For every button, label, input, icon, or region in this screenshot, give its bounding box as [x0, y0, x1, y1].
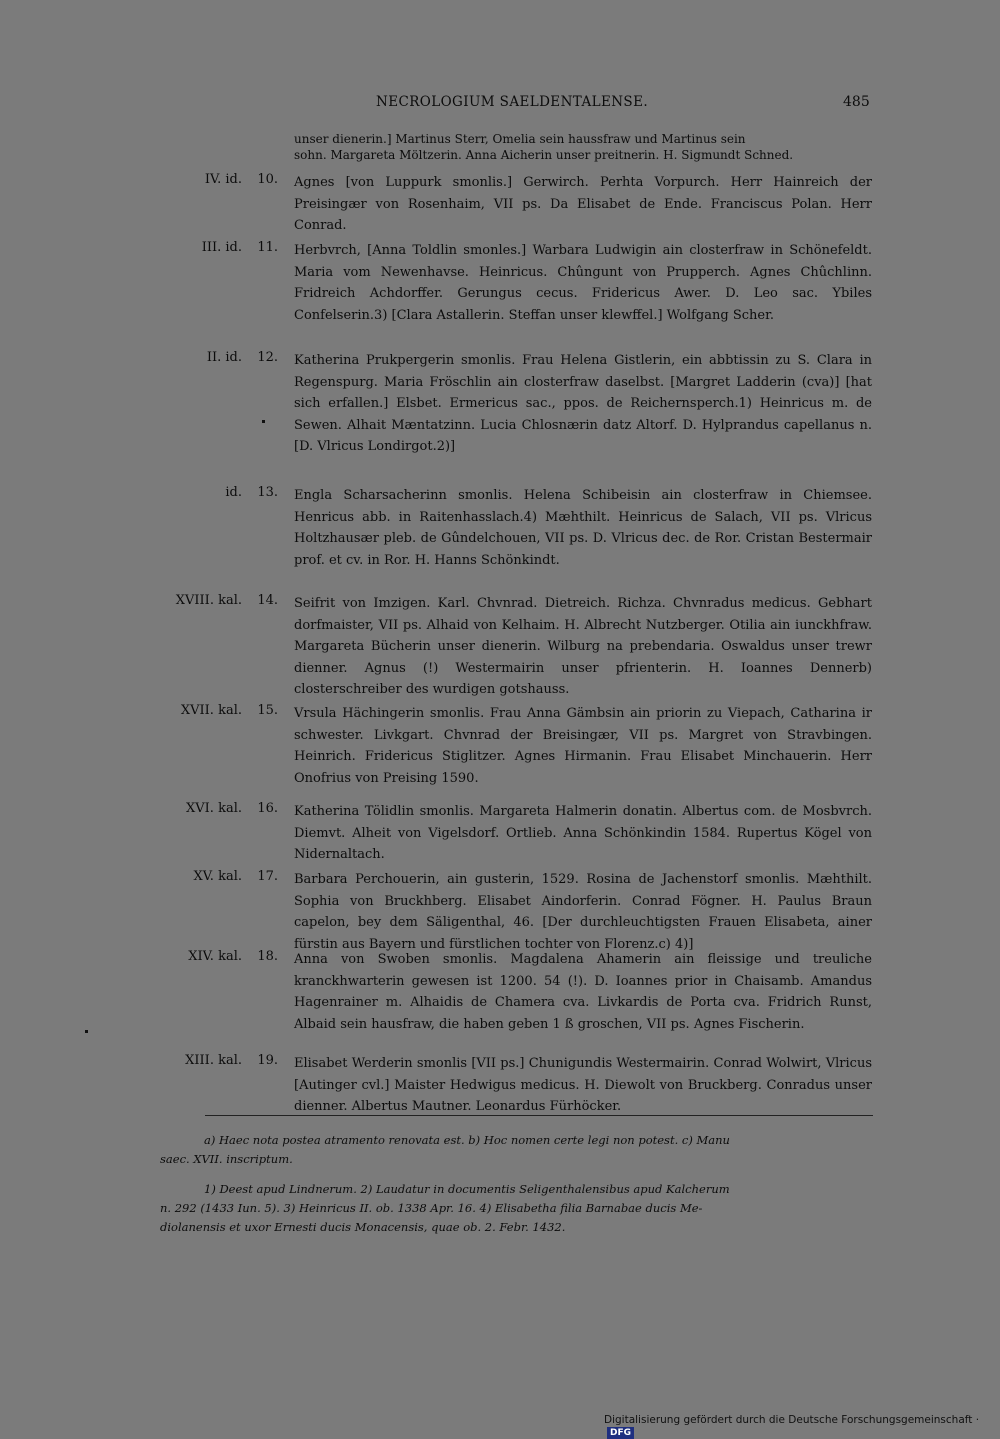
footnote-letters-cont	[160, 1150, 872, 1169]
running-head-title: NECROLOGIUM SAELDENTALENSE.	[376, 94, 649, 110]
entry-text: Barbara Perchouerin, ain gusterin, 1529. Rosina de Jachenstorf smonlis. Mæhthilt. Sophia von Bruckhberg. Elisabet Aindorferin. Conrad Fögner. H. Paulus Braun capelon, bey dem Säligenthal, 46. [Der durchleuchtigsten Frauen Elisabeta, ainer fürstin aus Bayern und fürstlichen tochter von Florenz.c) 4)]	[294, 872, 872, 952]
page-number: 485	[843, 94, 870, 110]
footnote-numbers-line-1: 1) Deest apud Lindnerum. 2) Laudatur in documentis Seligenthalensibus apud Kalcherum	[204, 1182, 730, 1196]
entry-day: 14.	[257, 593, 278, 608]
entry-day-12	[160, 350, 872, 485]
entry-date: XIV. kal.	[188, 949, 242, 964]
continuation-line-2: sohn. Margareta Möltzerin. Anna Aicherin unser preitnerin. H. Sigmundt Schned.	[294, 148, 794, 162]
entry-day: 12.	[257, 350, 278, 365]
footnote-letters-line-1: a) Haec nota postea atramento renovata est. b) Hoc nomen certe legi non potest. c) Manu	[204, 1133, 730, 1147]
dfg-logo: DFG	[607, 1427, 634, 1439]
footnote-letters-line-2: saec. XVII. inscriptum.	[160, 1152, 293, 1166]
footer-text: Digitalisierung gefördert durch die Deutsche Forschungsgemeinschaft ·	[604, 1414, 980, 1426]
entry-day: 10.	[257, 172, 278, 187]
entry-date: III. id.	[201, 240, 242, 255]
scan-speck	[262, 420, 265, 423]
entry-day-10	[160, 172, 872, 240]
entry-day-18	[160, 949, 872, 1053]
entry-day: 16.	[257, 801, 278, 816]
entry-text: Elisabet Werderin smonlis [VII ps.] Chunigundis Westermairin. Conrad Wolwirt, Vlricus [Autinger cvl.] Maister Hedwigus medicus. H. Diewolt von Bruckberg. Conradus unser dienner. Albertus Mautner. Leonardus Fürhöcker.	[294, 1056, 872, 1114]
entry-date: XVIII. kal.	[175, 593, 242, 608]
entry-text: Katherina Tölidlin smonlis. Margareta Halmerin donatin. Albertus com. de Mosbvrch. Diemvt. Alheit von Vigelsdorf. Ortlieb. Anna Schönkindin 1584. Rupertus Kögel von Nidernaltach.	[294, 804, 872, 862]
entry-text: Seifrit von Imzigen. Karl. Chvnrad. Dietreich. Richza. Chvnradus medicus. Gebhart dorfmaister, VII ps. Alhaid von Kelhaim. H. Albrecht Nutzberger. Otilia ain iunckhfraw. Margareta Bücherin unser dienerin. Wilburg na prebendaria. Oswaldus unser trewr dienner. Agnus (!) Westermairin unser pfrienterin. H. Ioannes Dennerb) closterschreiber des wurdigen gotshauss.	[294, 596, 872, 697]
entry-date: IV. id.	[204, 172, 242, 187]
footnote-divider	[205, 1115, 873, 1116]
continuation-text	[160, 131, 872, 163]
entry-day-15	[160, 703, 872, 801]
entry-day: 17.	[257, 869, 278, 884]
entry-day: 15.	[257, 703, 278, 718]
entry-day-11	[160, 240, 872, 350]
entry-day-13	[160, 485, 872, 593]
footnote-numbers-line-3: diolanensis et uxor Ernesti ducis Monacensis, quae ob. 2. Febr. 1432.	[160, 1220, 566, 1234]
entry-day: 13.	[257, 485, 278, 500]
necrology-entries	[160, 172, 872, 1113]
footnotes-lettered	[160, 1131, 872, 1150]
entry-date: id.	[225, 485, 242, 500]
entry-day: 11.	[257, 240, 278, 255]
entry-date: XVI. kal.	[186, 801, 242, 816]
entry-day-17	[160, 869, 872, 952]
entry-day-19	[160, 1053, 872, 1113]
footnotes-numbered	[160, 1180, 872, 1199]
entry-text: Engla Scharsacherinn smonlis. Helena Schibeisin ain closterfraw in Chiemsee. Henricus abb. in Raitenhasslach.4) Mæhthilt. Heinricus de Salach, VII ps. Vlricus Holtzhausær pleb. de Gûndelchouen, VII ps. D. Vlricus dec. de Ror. Cristan Bestermair prof. et cv. in Ror. H. Hanns Schönkindt.	[294, 488, 872, 568]
entry-date: XIII. kal.	[185, 1053, 242, 1068]
entry-day: 18.	[257, 949, 278, 964]
entry-date: II. id.	[206, 350, 242, 365]
entry-text: Vrsula Hächingerin smonlis. Frau Anna Gämbsin ain priorin zu Viepach, Catharina ir schwester. Livkgart. Chvnrad der Breisingær, VII ps. Margret von Stravbingen. Heinrich. Fridericus Stiglitzer. Agnes Hirmanin. Frau Elisabet Minchauerin. Herr Onofrius von Preising 1590.	[294, 706, 872, 786]
entry-date: XVII. kal.	[180, 703, 242, 718]
entry-text: Anna von Swoben smonlis. Magdalena Ahamerin ain fleissige und treuliche kranckhwarterin gewesen ist 1200. 54 (!). D. Ioannes prior in Chaisamb. Amandus Hagenrainer m. Alhaidis de Chamera cva. Livkardis de Porta cva. Fridrich Runst, Albaid sein hausfraw, die haben geben 1 ß groschen, VII ps. Agnes Fischerin.	[294, 952, 872, 1032]
footnote-numbers-cont	[160, 1199, 872, 1237]
dfg-footer	[604, 1414, 1000, 1439]
entry-text: Katherina Prukpergerin smonlis. Frau Helena Gistlerin, ein abbtissin zu S. Clara in Regenspurg. Maria Fröschlin ain closterfraw daselbst. [Margret Ladderin (cva)] [hat sich erfallen.] Elsbet. Ermericus sac., ppos. de Reichernsperch.1) Heinricus m. de Sewen. Alhait Mæntatzinn. Lucia Chlosnærin datz Altorf. D. Hylprandus capellanus n. [D. Vlricus Londirgot.2)]	[294, 353, 872, 454]
scan-speck	[85, 1030, 88, 1033]
entry-date: XV. kal.	[193, 869, 242, 884]
entry-text: Herbvrch, [Anna Toldlin smonles.] Warbara Ludwigin ain closterfraw in Schönefeldt. Maria vom Newenhavse. Heinricus. Chûngunt von Prupperch. Agnes Chûchlinn. Fridreich Achdorffer. Gerungus cecus. Fridericus Awer. D. Leo sac. Ybiles Confelserin.3) [Clara Astallerin. Steffan unser klewffel.] Wolfgang Scher.	[294, 243, 872, 323]
entry-text: Agnes [von Luppurk smonlis.] Gerwirch. Perhta Vorpurch. Herr Hainreich der Preisingær von Rosenhaim, VII ps. Da Elisabet de Ende. Franciscus Polan. Herr Conrad.	[294, 175, 872, 233]
entry-day: 19.	[257, 1053, 278, 1068]
entry-day-16	[160, 801, 872, 869]
entry-day-14	[160, 593, 872, 703]
continuation-line-1: unser dienerin.] Martinus Sterr, Omelia sein haussfraw und Martinus sein	[294, 132, 746, 146]
footnote-numbers-line-2: n. 292 (1433 Iun. 5). 3) Heinricus II. ob. 1338 Apr. 16. 4) Elisabetha filia Barnabae ducis Me-	[160, 1201, 703, 1215]
